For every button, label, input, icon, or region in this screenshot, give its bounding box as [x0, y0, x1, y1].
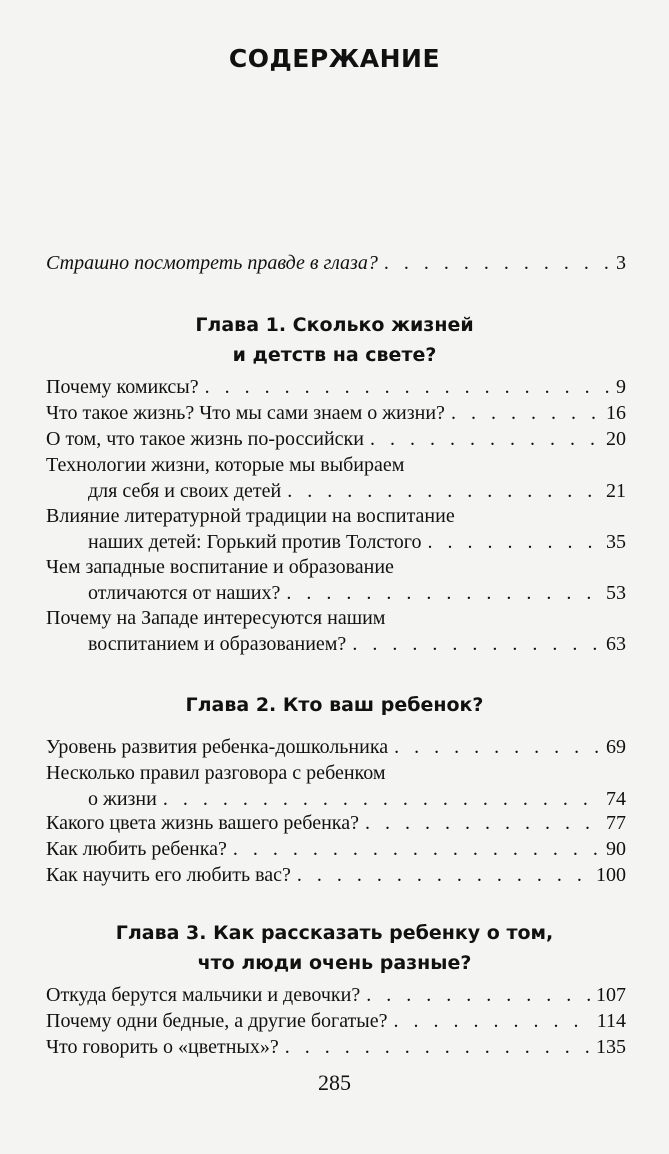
- leader-dots: [365, 810, 600, 836]
- toc-entry-text: Влияние литературной традиции на воспитание: [46, 505, 455, 527]
- toc-entry: [46, 734, 626, 760]
- toc-entry: [46, 810, 626, 836]
- chapter-2-heading: [0, 690, 669, 720]
- toc-page-number: 20: [606, 428, 626, 450]
- toc-page-number: 77: [606, 812, 626, 834]
- toc-page-number: 63: [606, 633, 626, 655]
- toc-entry: [46, 1034, 626, 1060]
- toc-entry-text: Чем западные воспитание и образование: [46, 556, 394, 578]
- leader-dots: [427, 529, 600, 555]
- toc-entry-text: Страшно посмотреть правде в глаза?: [46, 252, 378, 274]
- toc-entry: [46, 426, 626, 452]
- leader-dots: [352, 631, 600, 657]
- leader-dots: [297, 862, 590, 888]
- leader-dots: [451, 400, 600, 426]
- chapter-heading-line: Глава 1. Сколько жизней: [195, 314, 474, 336]
- toc-entry: [46, 982, 626, 1008]
- toc-entry-text-continued: о жизни: [88, 788, 157, 810]
- leader-dots: [287, 478, 600, 504]
- toc-page-number: 135: [596, 1036, 626, 1058]
- toc-entry-text: Почему на Западе интересуются нашим: [46, 607, 386, 629]
- toc-entry: [46, 1008, 626, 1034]
- toc-entry-text-continued: отличаются от наших?: [88, 582, 281, 604]
- leader-dots: [205, 374, 610, 400]
- toc-entry-text: Что такое жизнь? Что мы сами знаем о жизни?: [46, 402, 445, 424]
- toc-entry: [46, 760, 626, 812]
- toc-page-number: 69: [606, 736, 626, 758]
- toc-entry-text: Почему комиксы?: [46, 376, 199, 398]
- toc-entry-text: Технологии жизни, которые мы выбираем: [46, 454, 405, 476]
- chapter-heading-line: что люди очень разные?: [197, 952, 472, 974]
- toc-entry-text: Уровень развития ребенка-дошкольника: [46, 736, 389, 758]
- toc-page-number: 107: [596, 984, 626, 1006]
- toc-page-number: 74: [606, 788, 626, 810]
- toc-entry-text: Что говорить о «цветных»?: [46, 1036, 279, 1058]
- chapter-3-heading: [0, 918, 669, 978]
- toc-page-number: 100: [596, 864, 626, 886]
- toc-page-number: 9: [616, 376, 626, 398]
- toc-page-number: 90: [606, 838, 626, 860]
- toc-entry: [46, 452, 626, 504]
- leader-dots: [393, 1008, 590, 1034]
- leader-dots: [394, 734, 600, 760]
- toc-entry-text: О том, что такое жизнь по-российски: [46, 428, 364, 450]
- toc-page-number: 53: [606, 582, 626, 604]
- toc-entry: [46, 400, 626, 426]
- leader-dots: [285, 1034, 590, 1060]
- chapter-1-heading: [0, 310, 669, 370]
- toc-entry-text-continued: воспитанием и образованием?: [88, 633, 347, 655]
- toc-entry-text: Как научить его любить вас?: [46, 864, 291, 886]
- chapter-heading-line: Глава 3. Как рассказать ребенку о том,: [115, 922, 554, 944]
- toc-page-number: 35: [606, 531, 626, 553]
- toc-entry-text-continued: для себя и своих детей: [88, 480, 282, 502]
- toc-entry: [46, 605, 626, 657]
- leader-dots: [384, 250, 610, 276]
- leader-dots: [286, 580, 600, 606]
- toc-page-number: 16: [606, 402, 626, 424]
- toc-entry: [46, 862, 626, 888]
- toc-entry: [46, 836, 626, 862]
- toc-entry: [46, 554, 626, 606]
- chapter-heading-line: Глава 2. Кто ваш ребенок?: [185, 694, 484, 716]
- toc-entry-text: Почему одни бедные, а другие богатые?: [46, 1010, 388, 1032]
- leader-dots: [163, 786, 600, 812]
- leader-dots: [370, 426, 600, 452]
- toc-page-number: 21: [606, 480, 626, 502]
- toc-page-number: 3: [616, 252, 626, 274]
- toc-entry-text: Как любить ребенка?: [46, 838, 227, 860]
- toc-entry: [46, 374, 626, 400]
- toc-entry-text: Несколько правил разговора с ребенком: [46, 762, 386, 784]
- toc-entry: [46, 503, 626, 555]
- toc-page-number: 114: [596, 1010, 626, 1032]
- page-title: СОДЕРЖАНИЕ: [228, 44, 441, 73]
- page-number: 285: [318, 1070, 351, 1095]
- toc-entry-text-continued: наших детей: Горький против Толстого: [88, 531, 422, 553]
- toc-entry-intro: [46, 250, 626, 276]
- leader-dots: [366, 982, 590, 1008]
- leader-dots: [233, 836, 600, 862]
- toc-entry-text: Какого цвета жизнь вашего ребенка?: [46, 812, 359, 834]
- toc-entry-text: Откуда берутся мальчики и девочки?: [46, 984, 361, 1006]
- chapter-heading-line: и детств на свете?: [232, 344, 437, 366]
